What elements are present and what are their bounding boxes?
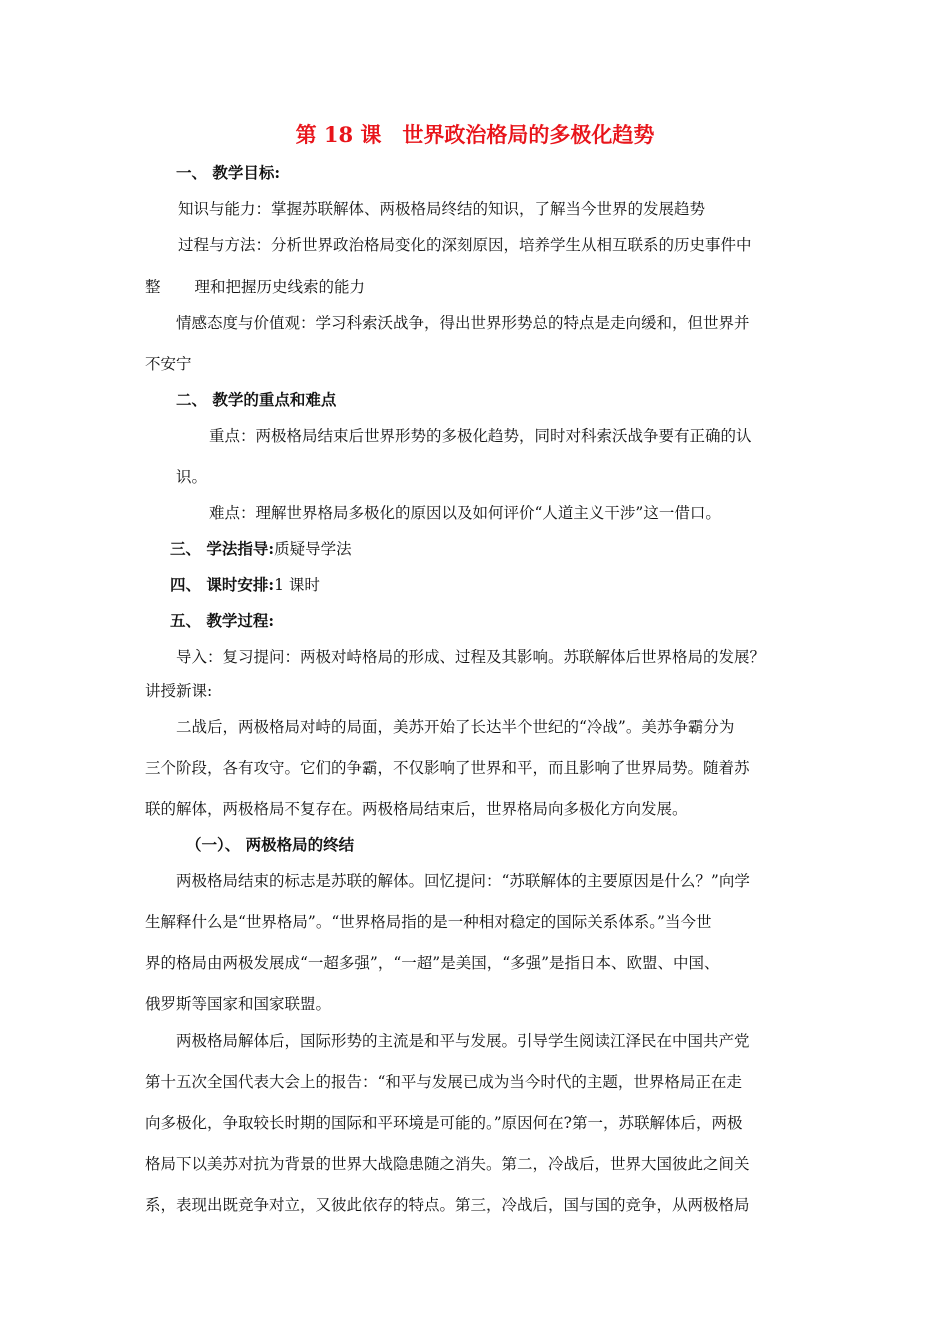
paragraph-2-line-1: 两极格局结束的标志是苏联的解体。回忆提问：“苏联解体的主要原因是什么？”向学 xyxy=(176,872,750,890)
method-heading: 三、 学法指导: xyxy=(170,539,275,558)
method-line xyxy=(170,538,352,560)
schedule-value: 1 课时 xyxy=(274,576,320,594)
knowledge-objective: 知识与能力：掌握苏联解体、两极格局终结的知识，了解当今世界的发展趋势 xyxy=(178,200,706,218)
emotion-objective-line-2: 不安宁 xyxy=(145,355,192,373)
key-point-line-2: 识。 xyxy=(176,468,208,486)
process-objective-line-2b: 理和把握历史线索的能力 xyxy=(194,278,366,296)
paragraph-1-line-2: 三个阶段，各有攻守。它们的争霸，不仅影响了世界和平，而且影响了世界局势。随着苏 xyxy=(145,759,750,777)
paragraph-3-line-2: 第十五次全国代表大会上的报告：“和平与发展已成为当今时代的主题，世界格局正在走 xyxy=(145,1073,742,1091)
emotion-objective-line-1: 情感态度与价值观：学习科索沃战争，得出世界形势总的特点是走向缓和，但世界并 xyxy=(176,314,750,332)
intro-line: 导入：复习提问：两极对峙格局的形成、过程及其影响。苏联解体后世界格局的发展？ xyxy=(176,648,766,666)
teaching-process-heading: 五、 教学过程: xyxy=(170,611,275,630)
paragraph-1-line-3: 联的解体，两极格局不复存在。两极格局结束后，世界格局向多极化方向发展。 xyxy=(145,800,688,818)
paragraph-3-line-4: 格局下以美苏对抗为背景的世界大战隐患随之消失。第二，冷战后，世界大国彼此之间关 xyxy=(145,1155,750,1173)
process-objective-line-1: 过程与方法：分析世界政治格局变化的深刻原因，培养学生从相互联系的历史事件中 xyxy=(178,236,752,254)
paragraph-3-line-3: 向多极化，争取较长时期的国际和平环境是可能的。”原因何在?第一，苏联解体后，两极 xyxy=(145,1114,743,1132)
difficulty-line: 难点：理解世界格局多极化的原因以及如何评价“人道主义干涉”这一借口。 xyxy=(209,504,721,522)
paragraph-1-line-1: 二战后，两极格局对峙的局面，美苏开始了长达半个世纪的“冷战”。美苏争霸分为 xyxy=(176,718,735,736)
objectives-heading: 一、 教学目标: xyxy=(176,163,281,182)
new-lesson-line: 讲授新课: xyxy=(145,682,213,700)
paragraph-2-line-3: 界的格局由两极发展成“一超多强”，“一超”是美国，“多强”是指日本、欧盟、中国、 xyxy=(145,954,720,972)
lesson-title: 第 18 课 世界政治格局的多极化趋势 xyxy=(295,122,655,147)
paragraph-2-line-4: 俄罗斯等国家和国家联盟。 xyxy=(145,995,332,1013)
paragraph-3-line-1: 两极格局解体后，国际形势的主流是和平与发展。引导学生阅读江泽民在中国共产党 xyxy=(176,1032,750,1050)
process-objective-line-2 xyxy=(145,276,365,298)
schedule-heading: 四、 课时安排: xyxy=(170,575,275,594)
method-value: 质疑导学法 xyxy=(274,540,352,558)
paragraph-3-line-5: 系，表现出既竞争对立，又彼此依存的特点。第三，冷战后，国与国的竞争，从两极格局 xyxy=(145,1196,750,1214)
schedule-line xyxy=(170,574,320,596)
key-points-heading: 二、 教学的重点和难点 xyxy=(176,390,337,409)
paragraph-2-line-2: 生解释什么是“世界格局”。“世界格局指的是一种相对稳定的国际关系体系。”当今世 xyxy=(145,913,712,931)
key-point-line-1: 重点：两极格局结束后世界形势的多极化趋势，同时对科索沃战争要有正确的认 xyxy=(209,427,752,445)
process-objective-line-2a: 整 xyxy=(145,278,161,296)
sub-heading-bipolar-end: （一）、 两极格局的终结 xyxy=(186,835,355,854)
